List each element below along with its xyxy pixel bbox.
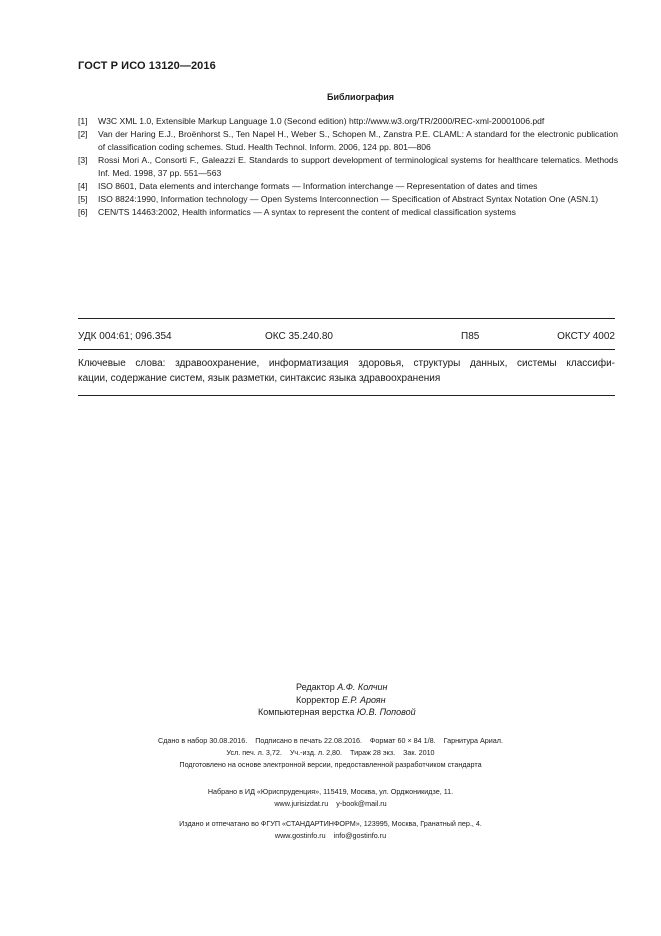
document-header: ГОСТ Р ИСО 13120—2016 xyxy=(78,60,216,72)
oks-code: ОКС 35.240.80 xyxy=(265,331,333,342)
editor-name: А.Ф. Колчин xyxy=(337,682,388,692)
layout-line xyxy=(258,706,661,719)
print-details xyxy=(0,735,661,771)
bibliography-item-number: [2] xyxy=(78,129,88,139)
keywords-line: Ключевые слова: здравоохранение, информатизация здоровья, структуры данных, системы классифи- xyxy=(78,358,615,369)
corrector-line xyxy=(296,694,661,707)
staff-credits xyxy=(0,681,661,719)
bibliography-item xyxy=(78,128,618,154)
corrector-label: Корректор xyxy=(296,694,340,705)
corrector-name: Е.Р. Ароян xyxy=(341,694,386,705)
divider-top xyxy=(78,318,615,319)
bibliography-item xyxy=(78,193,618,206)
keywords-block xyxy=(78,357,615,386)
bibliography-item xyxy=(78,115,618,128)
publisher-contacts: www.gostinfo.ru info@gostinfo.ru xyxy=(274,831,387,840)
p-code: П85 xyxy=(461,331,480,342)
okstu-code: ОКСТУ 4002 xyxy=(557,331,615,342)
typesetting-details xyxy=(0,786,661,810)
publisher-line: Издано и отпечатано во ФГУП «СТАНДАРТИНФОРМ», 123995, Москва, Гранатный пер., 4. xyxy=(179,819,482,828)
bibliography-item xyxy=(78,154,618,180)
bibliography-item xyxy=(78,206,618,219)
print-details-line: Сдано в набор 30.08.2016. Подписано в печать 22.08.2016. Формат 60 × 84 1/8. Гарнитура Ариал. xyxy=(158,736,503,745)
keywords-line: кации, содержание систем, язык разметки, синтаксис языка здравоохранения xyxy=(78,372,441,384)
bibliography-list xyxy=(78,115,618,219)
bibliography-item-number: [1] xyxy=(78,116,88,126)
bibliography-item-text: ISO 8601, Data elements and interchange formats — Information interchange — Representation of dates and times xyxy=(98,181,538,191)
editor-line xyxy=(296,681,661,694)
bibliography-title: Библиография xyxy=(327,92,394,102)
bibliography-item-text: Van der Haring E.J., Broënhorst S., Ten Napel H., Weber S., Schopen M., Zanstra P.E. CLAML: A standard for the electronic publication of classification coding schemes. Stud. Health Technol. Inform. 2006, 124 pp. 801—806 xyxy=(98,129,618,152)
divider-bottom xyxy=(78,395,615,396)
bibliography-item-number: [6] xyxy=(78,207,88,217)
typesetting-contacts: www.jurisizdat.ru y-book@mail.ru xyxy=(274,799,387,808)
print-details-line: Усл. печ. л. 3,72. Уч.-изд. л. 2,80. Тираж 28 экз. Зак. 2010 xyxy=(226,748,435,757)
print-details-line: Подготовлено на основе электронной версии, предоставленной разработчиком стандарта xyxy=(179,760,482,769)
bibliography-item-text: ISO 8824:1990, Information technology — Open Systems Interconnection — Specification of Abstract Syntax Notation One (ASN.1) xyxy=(98,194,599,204)
layout-name: Ю.В. Поповой xyxy=(356,707,416,717)
editor-label: Редактор xyxy=(296,682,335,692)
layout-label: Компьютерная верстка xyxy=(258,707,355,717)
bibliography-item xyxy=(78,180,618,193)
bibliography-item-text: CEN/TS 14463:2002, Health informatics — A syntax to represent the content of medical classification systems xyxy=(98,207,516,217)
udk-code: УДК 004:61; 096.354 xyxy=(78,331,172,342)
bibliography-item-text: Rossi Mori A., Consorti F., Galeazzi E. Standards to support development of terminological systems for healthcare telematics. Methods Inf. Med. 1998, 37 pp. 551—563 xyxy=(98,155,618,178)
typesetting-line: Набрано в ИД «Юриспруденция», 115419, Москва, ул. Орджоникидзе, 11. xyxy=(207,787,454,796)
bibliography-item-number: [4] xyxy=(78,181,88,191)
divider-middle xyxy=(78,349,615,350)
bibliography-item-number: [5] xyxy=(78,194,88,204)
publisher-details xyxy=(0,818,661,842)
bibliography-item-number: [3] xyxy=(78,155,88,165)
bibliography-item-text: W3C XML 1.0, Extensible Markup Language 1.0 (Second edition) http://www.w3.org/TR/2000/REC-xml-20001006.pdf xyxy=(98,116,545,126)
